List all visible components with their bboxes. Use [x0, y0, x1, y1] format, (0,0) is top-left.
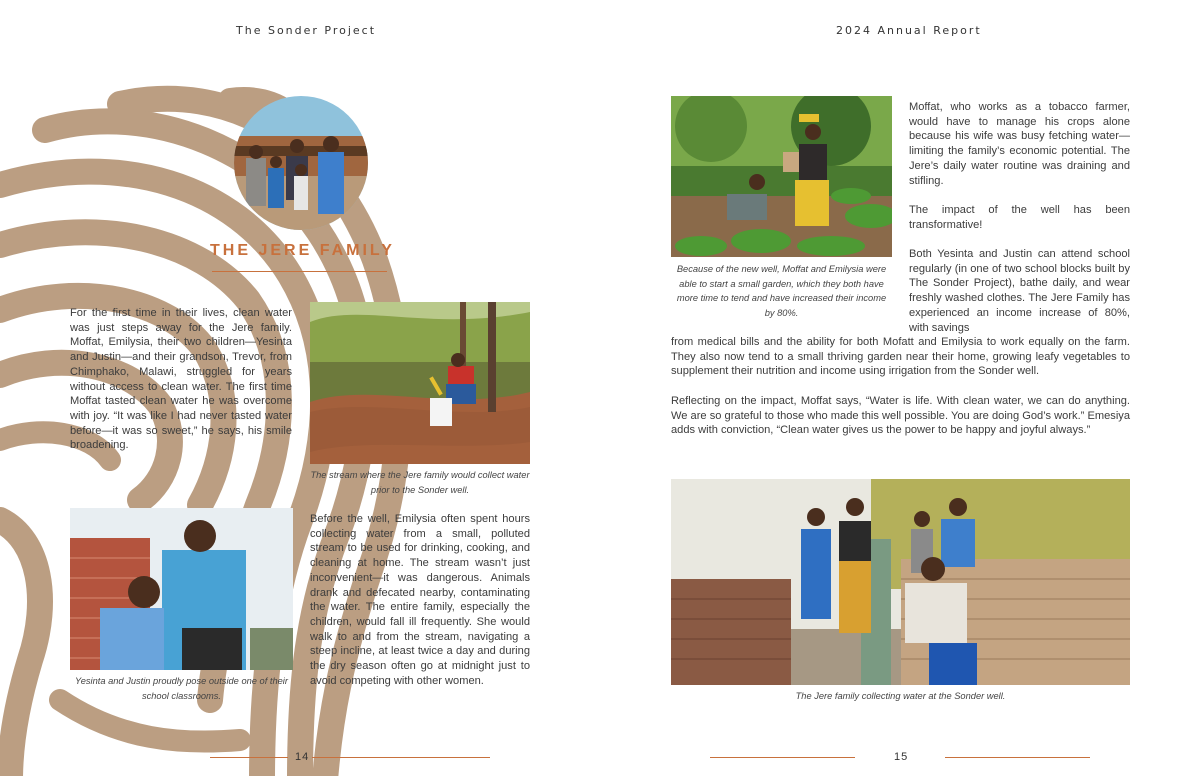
- running-head-left: The Sonder Project: [236, 24, 377, 37]
- well-photo-caption: The Jere family collecting water at the Sonder well.: [795, 691, 1006, 701]
- jere-family-portrait: [234, 96, 368, 230]
- school-paragraph: Both Yesinta and Justin can attend school regularly (in one of two school blocks built by The Sonder Project), bathe daily, and wear freshly washed clothes. The Jere Family has experienced an income increase of 80%, with savings: [909, 248, 1130, 334]
- before-the-well-paragraph: [310, 512, 530, 688]
- folio-rule-left-2: [312, 757, 490, 758]
- intro-paragraph: [70, 306, 292, 453]
- wide-text: [671, 335, 1130, 438]
- folio-rule-right-2: [945, 757, 1090, 758]
- yesinta-and-justin-photo: [70, 508, 293, 670]
- folio-rule-left: [210, 757, 288, 758]
- running-head-right: 2024 Annual Report: [836, 24, 982, 37]
- quote-paragraph: Reflecting on the impact, Moffat says, “Water is life. With clean water, we can do anything. We are so grateful to those who made this well possible. You are doing God’s work.” Emesiya adds with conviction, “Clean water gives us the power to be happy and joyful always.”: [671, 394, 1130, 437]
- page-number-left: 14: [295, 751, 310, 763]
- intro-paragraph-text: For the first time in their lives, clean water was just steps away for the Jere family. Moffat, Emilysia, their two children—Yesinta and Justin—and their grandson, Trevor, from Chimphako, Malawi, struggled for years without access to clean water. The first time Moffat tasted clean water he was overcome with joy. “It was like I had never tasted water before—it was so sweet,” he says, his smile broadening.: [70, 307, 292, 452]
- stream-photo-caption: The stream where the Jere family would collect water prior to the Sonder well.: [310, 470, 530, 495]
- stream-photo: [310, 302, 530, 464]
- impact-paragraph: The impact of the well has been transformative!: [909, 203, 1130, 231]
- right-column-text: [909, 100, 1130, 335]
- title-underline: [212, 271, 387, 272]
- before-the-well-text: Before the well, Emilysia often spent hours collecting water from a small, polluted stream to be used for drinking, cooking, and cleaning at home. The stream wasn’t just inconvenient—it was dangerous. Animals drank and defecated nearby, contaminating the water. The entire family, especially the children, would fall ill frequently. She would walk to and from the stream, navigating a steep incline, at least twice a day and during the dry season often go at midnight just to avoid competing with other women.: [310, 513, 530, 687]
- page-number-right: 15: [894, 751, 909, 763]
- folio-rule-right: [710, 757, 855, 758]
- sonder-well-photo: [671, 479, 1130, 685]
- tobacco-farmer-paragraph: Moffat, who works as a tobacco farmer, would have to manage his crops alone because his wife was busy fetching water—limiting the family’s economic potential. The Jere’s daily water routine was draining and stifling.: [909, 101, 1130, 187]
- garden-photo-caption: Because of the new well, Moffat and Emilysia were able to start a small garden, which they both have more time to tend and have increased their income by 80%.: [676, 264, 887, 318]
- savings-paragraph: from medical bills and the ability for both Mofatt and Emilysia to work equally on the farm. They also now tend to a small thriving garden near their home, growing leafy vegetables to supplement their nutrition and income using irrigation from the Sonder well.: [671, 336, 1130, 378]
- garden-photo: [671, 96, 892, 257]
- page-15: [600, 0, 1200, 776]
- section-title: THE JERE FAMILY: [210, 242, 395, 259]
- kids-photo-caption: Yesinta and Justin proudly pose outside one of their school classrooms.: [75, 676, 288, 701]
